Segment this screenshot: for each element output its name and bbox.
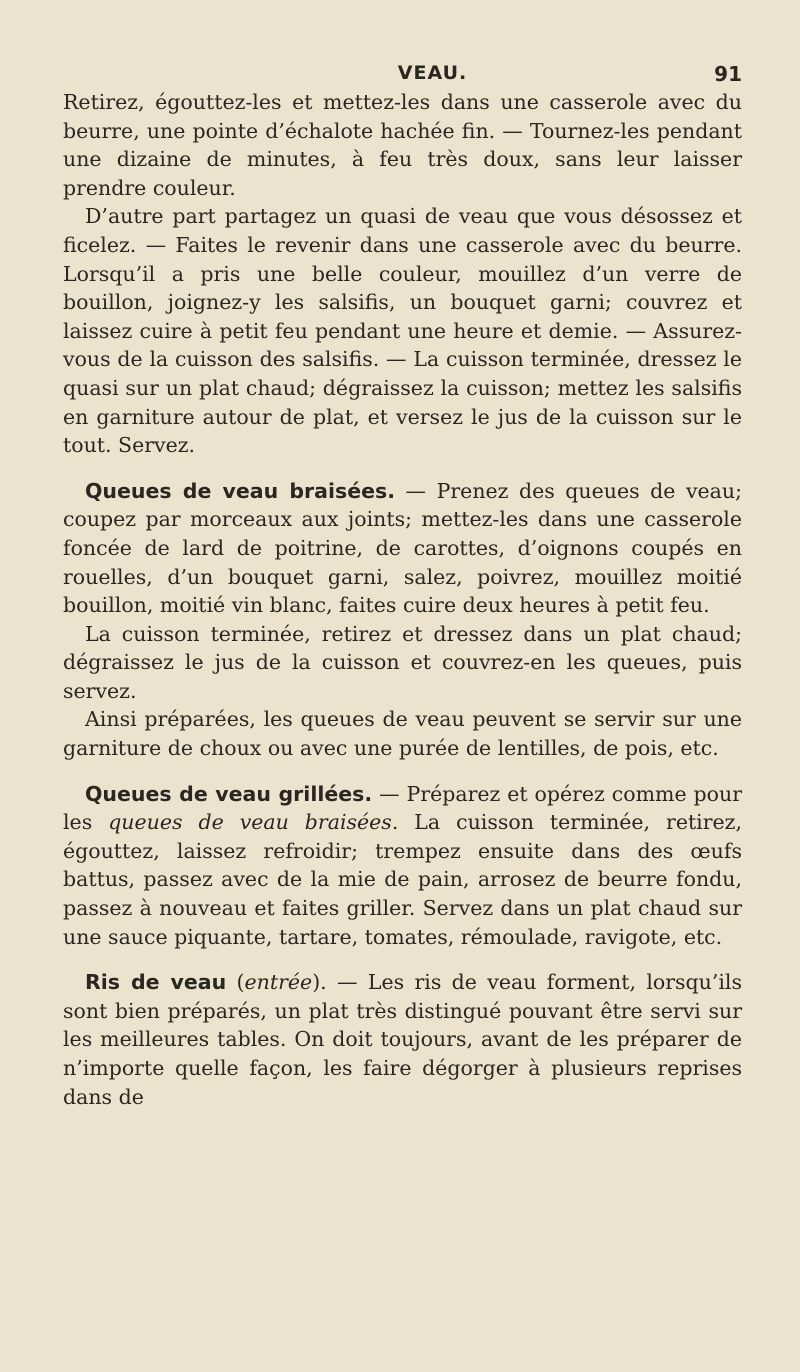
paragraph-salsifis-prep — [63, 88, 742, 202]
running-head — [63, 48, 742, 88]
paragraph-text: Ainsi préparées, les queues de veau peuvent se servir sur une garniture de choux ou avec une purée de lentilles, de pois, etc. — [63, 707, 742, 761]
paragraph-text: — Prenez des queues de veau; coupez par morceaux aux joints; mettez-les dans une casserole foncée de lard de poitrine, de carottes, d’oignons coupés en rouelles, d’un bouquet garni, salez, poivrez, mouillez moitié bouillon, moitié vin blanc, faites cuire deux heures à petit feu. — [63, 478, 742, 618]
paragraph-text: D’autre part partagez un quasi de veau que vous désossez et ficelez. — Faites le revenir dans une casserole avec du beurre. Lorsqu’il a pris une belle couleur, mouillez d’un verre de bouillon, joignez-y les salsifis, un bouquet garni; couvrez et laissez cuire à petit feu pendant une heure et demie. — Assurez-vous de la cuisson des salsifis. — La cuisson terminée, dressez le quasi sur un plat chaud; dégraissez la cuisson; mettez les salsifis en garniture autour de plat, et versez le jus de la cuisson sur le tout. Servez. — [63, 204, 742, 458]
paragraph-text: La cuisson terminée, retirez et dressez dans un plat chaud; dégraissez le jus de la cuisson et couvrez-en les queues, puis servez. — [63, 621, 742, 703]
paragraph-ainsi-preparees — [63, 705, 742, 762]
paragraph-text: . La cuisson terminée, retirez, égouttez, laissez refroidir; trempez ensuite dans des œufs battus, passez avec de la mie de pain, arrosez de beurre fondu, passez à nouveau et faites griller. Servez dans un plat chaud sur une sauce piquante, tartare, tomates, rémoulade, ravigote, etc. — [63, 810, 742, 949]
paragraph-text: Retirez, égouttez-les et mettez-les dans une casserole avec du beurre, une pointe d’échalote hachée fin. — Tournez-les pendant une dizaine de minutes, à feu très doux, sans leur laisser prendre couleur. — [63, 90, 742, 200]
italic-reference: queues de veau braisées — [108, 810, 392, 835]
paragraph-quasi-de-veau — [63, 202, 742, 459]
recipe-queues-braisees — [63, 477, 742, 620]
paragraph-cuisson-terminee — [63, 620, 742, 706]
paren-close: ). — [312, 970, 327, 995]
paragraph-text: — Les ris de veau forment, lorsqu’ils sont bien préparés, un plat très distingué pouvant être servi sur les meilleures tables. On doit toujours, avant de les préparer de n’importe quelle façon, les faire dégorger à plusieurs reprises dans de — [63, 970, 743, 1109]
recipe-queues-grillees — [63, 780, 742, 952]
paragraph-text: — Préparez et opérez comme pour les — [63, 781, 742, 835]
course-label: entrée — [244, 970, 313, 995]
body-text — [63, 88, 742, 1111]
recipe-heading: Queues de veau grillées. — [85, 781, 373, 806]
recipe-heading: Ris de veau — [85, 970, 227, 995]
recipe-heading: Queues de veau braisées. — [85, 478, 396, 503]
page-number: 91 — [714, 62, 742, 86]
running-title: VEAU. — [397, 62, 468, 84]
paren-open: ( — [226, 970, 245, 995]
recipe-ris-de-veau — [63, 968, 742, 1111]
